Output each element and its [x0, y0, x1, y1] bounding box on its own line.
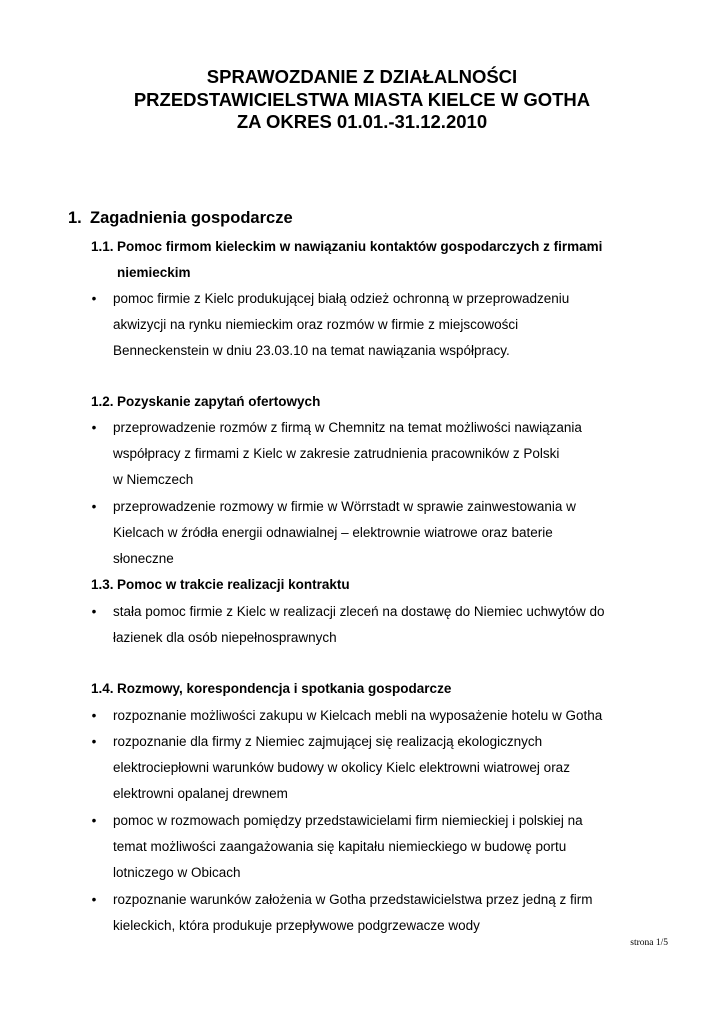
list-item-line: Benneckenstein w dniu 23.03.10 na temat nawiązania współpracy.: [113, 343, 510, 358]
subsection-number: 1.1.: [91, 239, 114, 254]
bullet-icon: •: [91, 604, 97, 619]
subsection-heading-1-1: [91, 234, 602, 286]
bullet-icon: •: [91, 499, 97, 514]
page-number: strona 1/5: [630, 938, 668, 948]
bullet-icon: •: [91, 291, 97, 306]
bullet-icon: •: [91, 813, 97, 828]
subsection-heading-1-4: [91, 676, 451, 702]
section-heading: [68, 208, 293, 228]
subsection-title-line: niemieckim: [117, 265, 191, 280]
list-item-line: współpracy z firmami z Kielc w zakresie zatrudnienia pracowników z Polski: [113, 446, 560, 461]
list-item: [88, 887, 648, 939]
subsection-number: 1.2.: [91, 394, 114, 409]
list-item: [88, 808, 648, 886]
subsection-number: 1.3.: [91, 577, 114, 592]
list-item-line: stała pomoc firmie z Kielc w realizacji zleceń na dostawę do Niemiec uchwytów do: [113, 604, 605, 619]
document-title: [0, 66, 724, 134]
list-item: [88, 703, 648, 729]
list-item-line: przeprowadzenie rozmowy w firmie w Wörrstadt w sprawie zainwestowania w: [113, 499, 576, 514]
list-item-line: w Niemczech: [113, 472, 194, 487]
title-line: SPRAWOZDANIE Z DZIAŁALNOŚCI: [206, 66, 518, 87]
bullet-icon: •: [91, 420, 97, 435]
list-item-line: łazienek dla osób niepełnosprawnych: [113, 630, 337, 645]
list-item: [88, 729, 648, 807]
list-item-line: elektrowni opalanej drewnem: [113, 786, 288, 801]
subsection-title: Rozmowy, korespondencja i spotkania gospodarcze: [117, 681, 452, 696]
list-item: [88, 286, 648, 364]
list-item: [88, 415, 648, 493]
list-item-line: przeprowadzenie rozmów z firmą w Chemnitz na temat możliwości nawiązania: [113, 420, 582, 435]
section-title: Zagadnienia gospodarcze: [90, 209, 293, 227]
list-item-line: pomoc w rozmowach pomiędzy przedstawicielami firm niemieckiej i polskiej na: [113, 813, 583, 828]
title-line: ZA OKRES 01.01.-31.12.2010: [236, 111, 488, 132]
list-item-line: rozpoznanie możliwości zakupu w Kielcach mebli na wyposażenie hotelu w Gotha: [113, 708, 603, 723]
subsection-title: Pozyskanie zapytań ofertowych: [117, 394, 321, 409]
subsection-heading-1-3: [91, 572, 350, 598]
list-item-line: pomoc firmie z Kielc produkującej białą odzież ochronną w przeprowadzeniu: [113, 291, 570, 306]
list-item: [88, 599, 648, 651]
section-number: 1.: [68, 209, 82, 227]
subsection-heading-1-2: [91, 389, 320, 415]
list-item-line: rozpoznanie dla firmy z Niemiec zajmującej się realizacją ekologicznych: [113, 734, 543, 749]
list-item-line: akwizycji na rynku niemieckim oraz rozmów w firmie z miejscowości: [113, 317, 519, 332]
title-line: PRZEDSTAWICIELSTWA MIASTA KIELCE W GOTHA: [133, 88, 591, 110]
list-item-line: kieleckich, która produkuje przepływowe podgrzewacze wody: [113, 918, 480, 933]
list-item-line: rozpoznanie warunków założenia w Gotha przedstawicielstwa przez jedną z firm: [113, 892, 593, 907]
subsection-number: 1.4.: [91, 681, 114, 696]
list-item-line: elektrociepłowni warunków budowy w okolicy Kielc elektrowni wiatrowej oraz: [113, 760, 570, 775]
bullet-icon: •: [91, 708, 97, 723]
list-item: [88, 494, 648, 572]
list-item-line: słoneczne: [113, 551, 174, 566]
subsection-title: Pomoc w trakcie realizacji kontraktu: [117, 577, 350, 592]
bullet-icon: •: [91, 734, 97, 749]
bullet-icon: •: [91, 892, 97, 907]
list-item-line: lotniczego w Obicach: [113, 865, 241, 880]
list-item-line: Kielcach w źródła energii odnawialnej – elektrownie wiatrowe oraz baterie: [113, 525, 553, 540]
subsection-title-line: Pomoc firmom kieleckim w nawiązaniu kontaktów gospodarczych z firmami: [117, 239, 603, 254]
list-item-line: temat możliwości zaangażowania się kapitału niemieckiego w budowę portu: [113, 839, 567, 854]
